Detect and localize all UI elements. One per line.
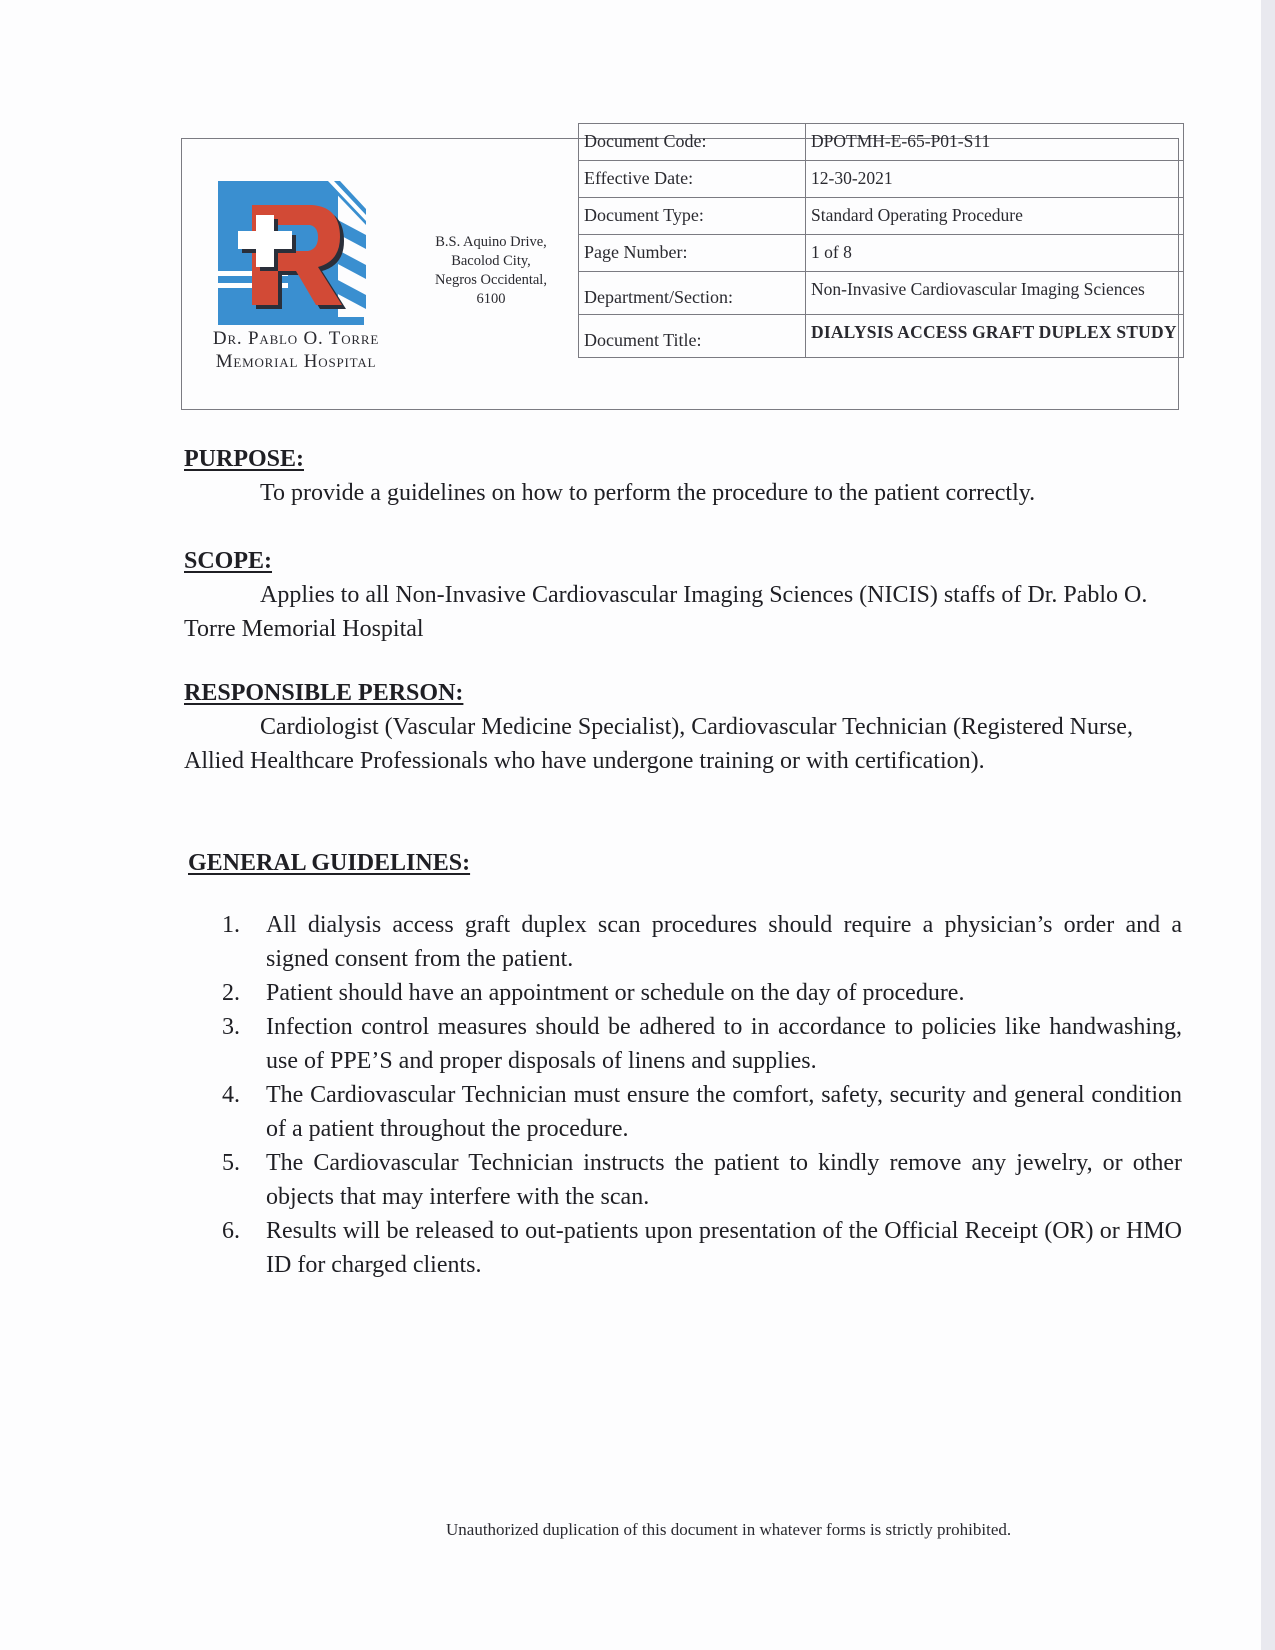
meta-value: Standard Operating Procedure xyxy=(806,198,1184,235)
meta-label: Effective Date: xyxy=(579,161,806,198)
address-line3: Negros Occidental, xyxy=(435,272,547,288)
meta-row xyxy=(579,124,1184,161)
list-text: The Cardiovascular Technician instructs the patient to kindly remove any jewelry, or other objects that may interfere with the scan. xyxy=(266,1150,1182,1210)
hospital-logo-icon xyxy=(216,179,376,329)
meta-label: Document Type: xyxy=(579,198,806,235)
address-line2: Bacolod City, xyxy=(451,253,531,269)
list-item xyxy=(222,1078,1182,1146)
list-number: 1. xyxy=(222,912,240,938)
list-text: The Cardiovascular Technician must ensure the comfort, safety, security and general condition of a patient throughout the procedure. xyxy=(266,1082,1182,1142)
hospital-name-line1: Dr. Pablo O. Torre xyxy=(212,328,380,349)
list-number: 3. xyxy=(222,1014,240,1040)
document-title: DIALYSIS ACCESS GRAFT DUPLEX STUDY xyxy=(806,315,1184,358)
meta-row xyxy=(579,315,1184,358)
list-number: 4. xyxy=(222,1082,240,1108)
responsible-heading: RESPONSIBLE PERSON: xyxy=(184,680,464,706)
address-line4: 6100 xyxy=(476,291,506,307)
scope-section xyxy=(184,546,1184,646)
list-text: Patient should have an appointment or schedule on the day of procedure. xyxy=(266,980,965,1006)
meta-row xyxy=(579,161,1184,198)
address-line1: B.S. Aquino Drive, xyxy=(435,234,547,250)
responsible-text: Cardiologist (Vascular Medicine Specialist), Cardiovascular Technician (Registered Nurse, Allied Healthcare Professionals who have undergone training or with certification). xyxy=(184,714,1133,774)
meta-value: DPOTMH-E-65-P01-S11 xyxy=(806,124,1184,161)
hospital-name-line2: Memorial Hospital xyxy=(215,351,377,372)
list-item xyxy=(222,1010,1182,1078)
list-item xyxy=(222,1146,1182,1214)
list-item xyxy=(222,976,1182,1010)
guidelines-list xyxy=(222,908,1182,1282)
footer-notice: Unauthorized duplication of this document in whatever forms is strictly prohibited. xyxy=(446,1520,1012,1539)
list-number: 2. xyxy=(222,980,240,1006)
meta-value: 1 of 8 xyxy=(806,235,1184,272)
list-number: 6. xyxy=(222,1218,240,1244)
document-meta-table xyxy=(578,123,1184,358)
meta-label: Document Title: xyxy=(579,315,806,358)
meta-row xyxy=(579,235,1184,272)
meta-value: Non-Invasive Cardiovascular Imaging Sciences xyxy=(806,272,1184,315)
hospital-name xyxy=(182,327,410,373)
list-text: Results will be released to out-patients upon presentation of the Official Receipt (OR) or HMO ID for charged clients. xyxy=(266,1218,1182,1278)
page-edge xyxy=(1261,0,1275,1650)
responsible-section xyxy=(184,678,1184,778)
meta-row xyxy=(579,272,1184,315)
list-item xyxy=(222,1214,1182,1282)
hospital-address xyxy=(410,233,572,309)
meta-row xyxy=(579,198,1184,235)
scope-text: Applies to all Non-Invasive Cardiovascular Imaging Sciences (NICIS) staffs of Dr. Pablo O. Torre Memorial Hospital xyxy=(184,582,1148,642)
scope-heading: SCOPE: xyxy=(184,548,273,574)
list-text: Infection control measures should be adhered to in accordance to policies like handwashing, use of PPE’S and proper disposals of linens and supplies. xyxy=(266,1014,1182,1074)
meta-label: Page Number: xyxy=(579,235,806,272)
purpose-heading: PURPOSE: xyxy=(184,446,304,472)
meta-label: Department/Section: xyxy=(579,272,806,315)
meta-value: 12-30-2021 xyxy=(806,161,1184,198)
hospital-branding xyxy=(182,139,579,409)
purpose-text: To provide a guidelines on how to perform the procedure to the patient correctly. xyxy=(260,480,1036,506)
meta-label: Document Code: xyxy=(579,124,806,161)
purpose-section xyxy=(184,444,1184,510)
document-header xyxy=(181,131,1179,410)
guidelines-heading: GENERAL GUIDELINES: xyxy=(188,850,471,876)
list-item xyxy=(222,908,1182,976)
list-number: 5. xyxy=(222,1150,240,1176)
list-text: All dialysis access graft duplex scan procedures should require a physician’s order and a signed consent from the patient. xyxy=(266,912,1182,972)
guidelines-section xyxy=(188,848,1188,878)
